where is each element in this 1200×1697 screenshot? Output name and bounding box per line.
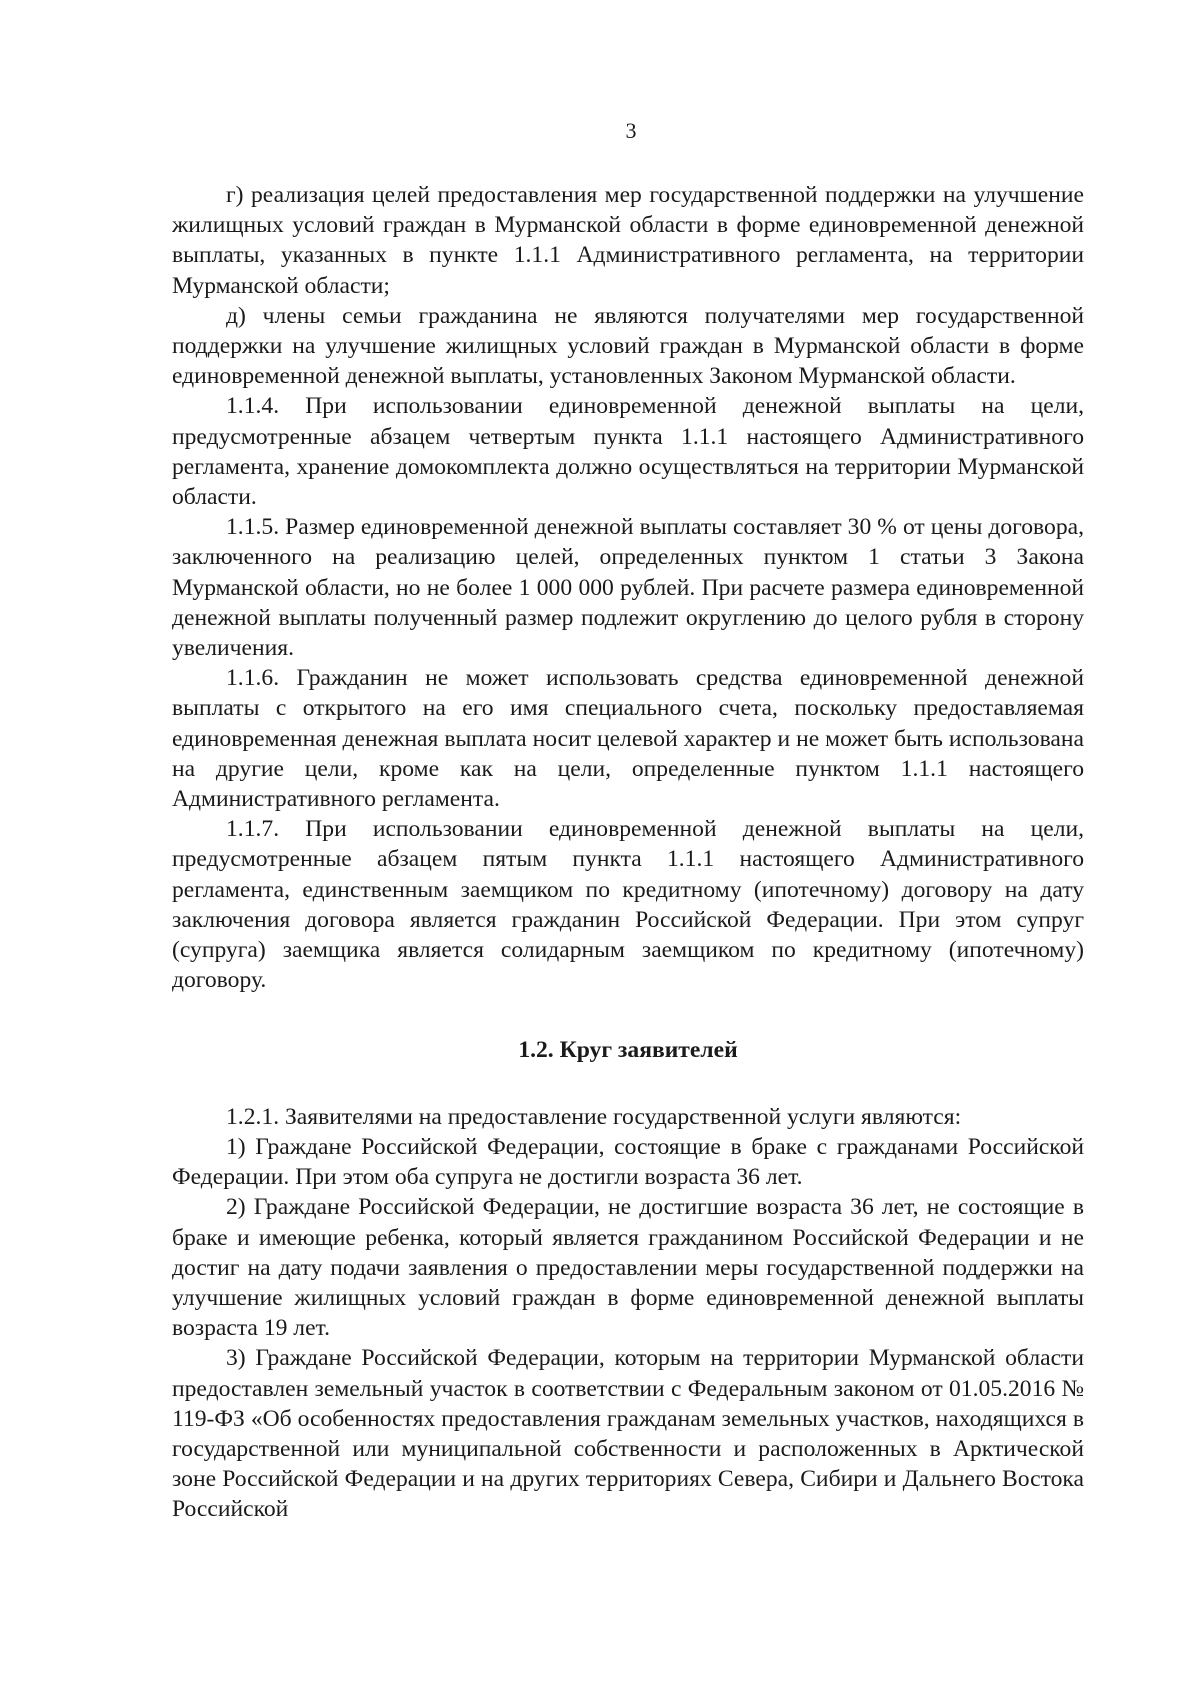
paragraph-item-1: 1) Граждане Российской Федерации, состоящие в браке с гражданами Российской Федерации. При этом оба супруга не достигли возраста 36 лет. <box>172 1133 1084 1191</box>
section-heading: 1.2. Круг заявителей <box>518 1037 738 1064</box>
page-number: 3 <box>625 118 637 143</box>
paragraph-1-1-6: 1.1.6. Гражданин не может использовать средства единовременной денежной выплаты с открытого на его имя специального счета, поскольку предоставляемая единовременная денежная выплата носит целевой характер и не может быть использована на другие цели, кроме как на цели, определенные пунктом 1.1.1 настоящего Административного регламента. <box>172 665 1084 813</box>
paragraph-d: д) члены семьи гражданина не являются получателями мер государственной поддержки на улучшение жилищных условий граждан в Мурманской области в форме единовременной денежной выплаты, установленных Законом Мурманской области. <box>172 302 1084 390</box>
paragraph-g: г) реализация целей предоставления мер государственной поддержки на улучшение жилищных условий граждан в Мурманской области в форме единовременной денежной выплаты, указанных в пункте 1.1.1 Административного регламента, на территории Мурманской области; <box>172 182 1084 299</box>
paragraph-1-2-1: 1.2.1. Заявителями на предоставление государственной услуги являются: <box>226 1103 962 1130</box>
paragraph-item-3: 3) Граждане Российской Федерации, которым на территории Мурманской области предоставлен земельный участок в соответствии с Федеральным законом от 01.05.2016 № 119-ФЗ «Об особенностях предоставления гражданам земельных участков, находящихся в государственной или муниципальной собственности и расположенных в Арктической зоне Российской Федерации и на других территориях Севера, Сибири и Дальнего Востока Российской <box>172 1345 1084 1523</box>
document-body <box>172 180 1084 1525</box>
paragraph-1-1-7: 1.1.7. При использовании единовременной денежной выплаты на цели, предусмотренные абзацем пятым пункта 1.1.1 настоящего Административного регламента, единственным заемщиком по кредитному (ипотечному) договору на дату заключения договора является гражданин Российской Федерации. При этом супруг (супруга) заемщика является солидарным заемщиком по кредитному (ипотечному) договору. <box>172 816 1084 994</box>
paragraph-item-2: 2) Граждане Российской Федерации, не достигшие возраста 36 лет, не состоящие в браке и имеющие ребенка, который является гражданином Российской Федерации и не достиг на дату подачи заявления о предоставлении меры государственной поддержки на улучшение жилищных условий граждан в форме единовременной денежной выплаты возраста 19 лет. <box>172 1194 1084 1342</box>
paragraph-1-1-4: 1.1.4. При использовании единовременной денежной выплаты на цели, предусмотренные абзацем четвертым пункта 1.1.1 настоящего Административного регламента, хранение домокомплекта должно осуществляться на территории Мурманской области. <box>172 393 1084 511</box>
paragraph-1-1-5: 1.1.5. Размер единовременной денежной выплаты составляет 30 % от цены договора, заключенного на реализацию целей, определенных пунктом 1 статьи 3 Закона Мурманской области, но не более 1 000 000 рублей. При расчете размера единовременной денежной выплаты полученный размер подлежит округлению до целого рубля в сторону увеличения. <box>172 514 1084 662</box>
